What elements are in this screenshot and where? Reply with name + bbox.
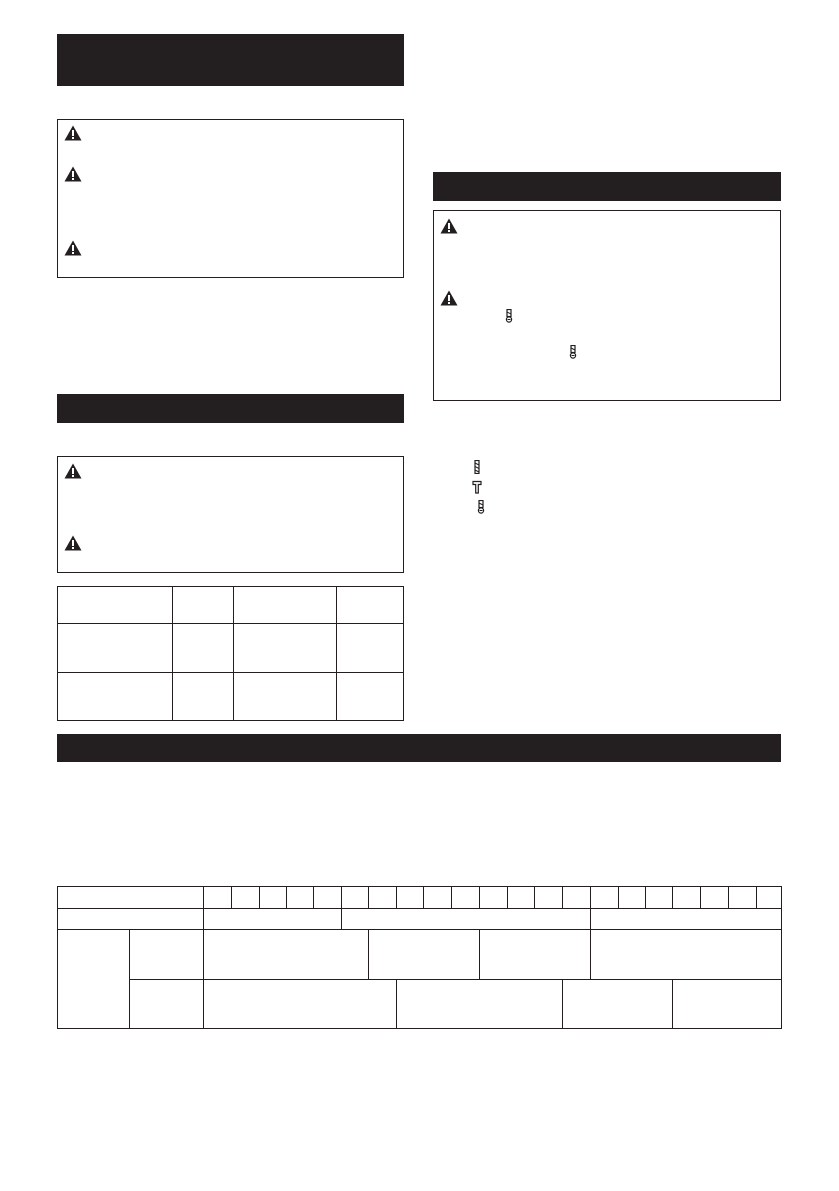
table-grid-line (645, 886, 646, 908)
table-grid-line (423, 886, 424, 908)
table-cell (173, 624, 234, 673)
table-row (58, 673, 404, 721)
warning-triangle-icon (64, 463, 82, 479)
table-grid-line (57, 908, 782, 909)
warning-triangle-icon (440, 290, 458, 306)
section-header-bar-1 (57, 34, 404, 86)
table-grid-line (618, 886, 619, 908)
drill-mode-icon (472, 460, 482, 474)
table-cell (234, 673, 337, 721)
screw-mode-icon (504, 309, 514, 323)
table-cell (173, 587, 234, 624)
table-grid-line (368, 929, 369, 979)
spec-table-small (57, 586, 404, 721)
table-grid-line (396, 979, 397, 1029)
table-grid-line (672, 886, 673, 908)
table-grid-line (57, 929, 782, 930)
table-grid-line (286, 886, 287, 908)
section-header-bar-2 (57, 394, 404, 423)
table-grid-line (534, 886, 535, 908)
table-grid-line (129, 979, 782, 980)
table-grid-line (590, 908, 591, 929)
table-grid-line (479, 886, 480, 908)
table-grid-line (341, 886, 342, 908)
warning-triangle-icon (64, 240, 82, 256)
table-grid-line (590, 929, 591, 979)
table-cell (58, 624, 173, 673)
table-cell (234, 624, 337, 673)
table-cell (337, 587, 404, 624)
caution-box-2 (57, 456, 404, 573)
table-grid-line (396, 886, 397, 908)
table-grid-line (129, 929, 130, 1029)
section-header-bar-3 (433, 172, 781, 201)
table-grid-line (756, 886, 757, 908)
table-row (58, 624, 404, 673)
table-grid-line (590, 886, 591, 908)
table-cell (234, 587, 337, 624)
table-cell (173, 673, 234, 721)
table-grid-line (368, 886, 369, 908)
table-grid-line (562, 886, 563, 908)
table-grid-line (507, 886, 508, 908)
table-grid-line (203, 929, 204, 1029)
hammer-mode-icon (472, 480, 482, 494)
warning-triangle-icon (64, 535, 82, 551)
table-cell (58, 587, 173, 624)
table-grid-line (700, 886, 701, 908)
screw-mode-icon (568, 345, 578, 359)
warning-triangle-icon (64, 125, 82, 141)
table-grid-line (259, 886, 260, 908)
table-grid-line (203, 908, 204, 929)
table-grid-line (203, 886, 204, 908)
caution-box-3 (433, 210, 781, 401)
table-grid-line (341, 908, 342, 929)
section-header-bar-wide (57, 734, 781, 762)
table-grid-line (313, 886, 314, 908)
table-grid-line (451, 886, 452, 908)
caution-box-1 (57, 119, 404, 278)
table-grid-line (231, 886, 232, 908)
table-grid-line (728, 886, 729, 908)
table-grid-line (562, 979, 563, 1029)
table-cell (58, 673, 173, 721)
spec-table-large (57, 886, 782, 1029)
warning-triangle-icon (440, 218, 458, 234)
warning-triangle-icon (64, 166, 82, 182)
table-grid-line (672, 979, 673, 1029)
table-cell (337, 673, 404, 721)
table-row (58, 587, 404, 624)
screw-mode-icon (476, 500, 486, 514)
table-cell (337, 624, 404, 673)
table-grid-line (479, 929, 480, 979)
